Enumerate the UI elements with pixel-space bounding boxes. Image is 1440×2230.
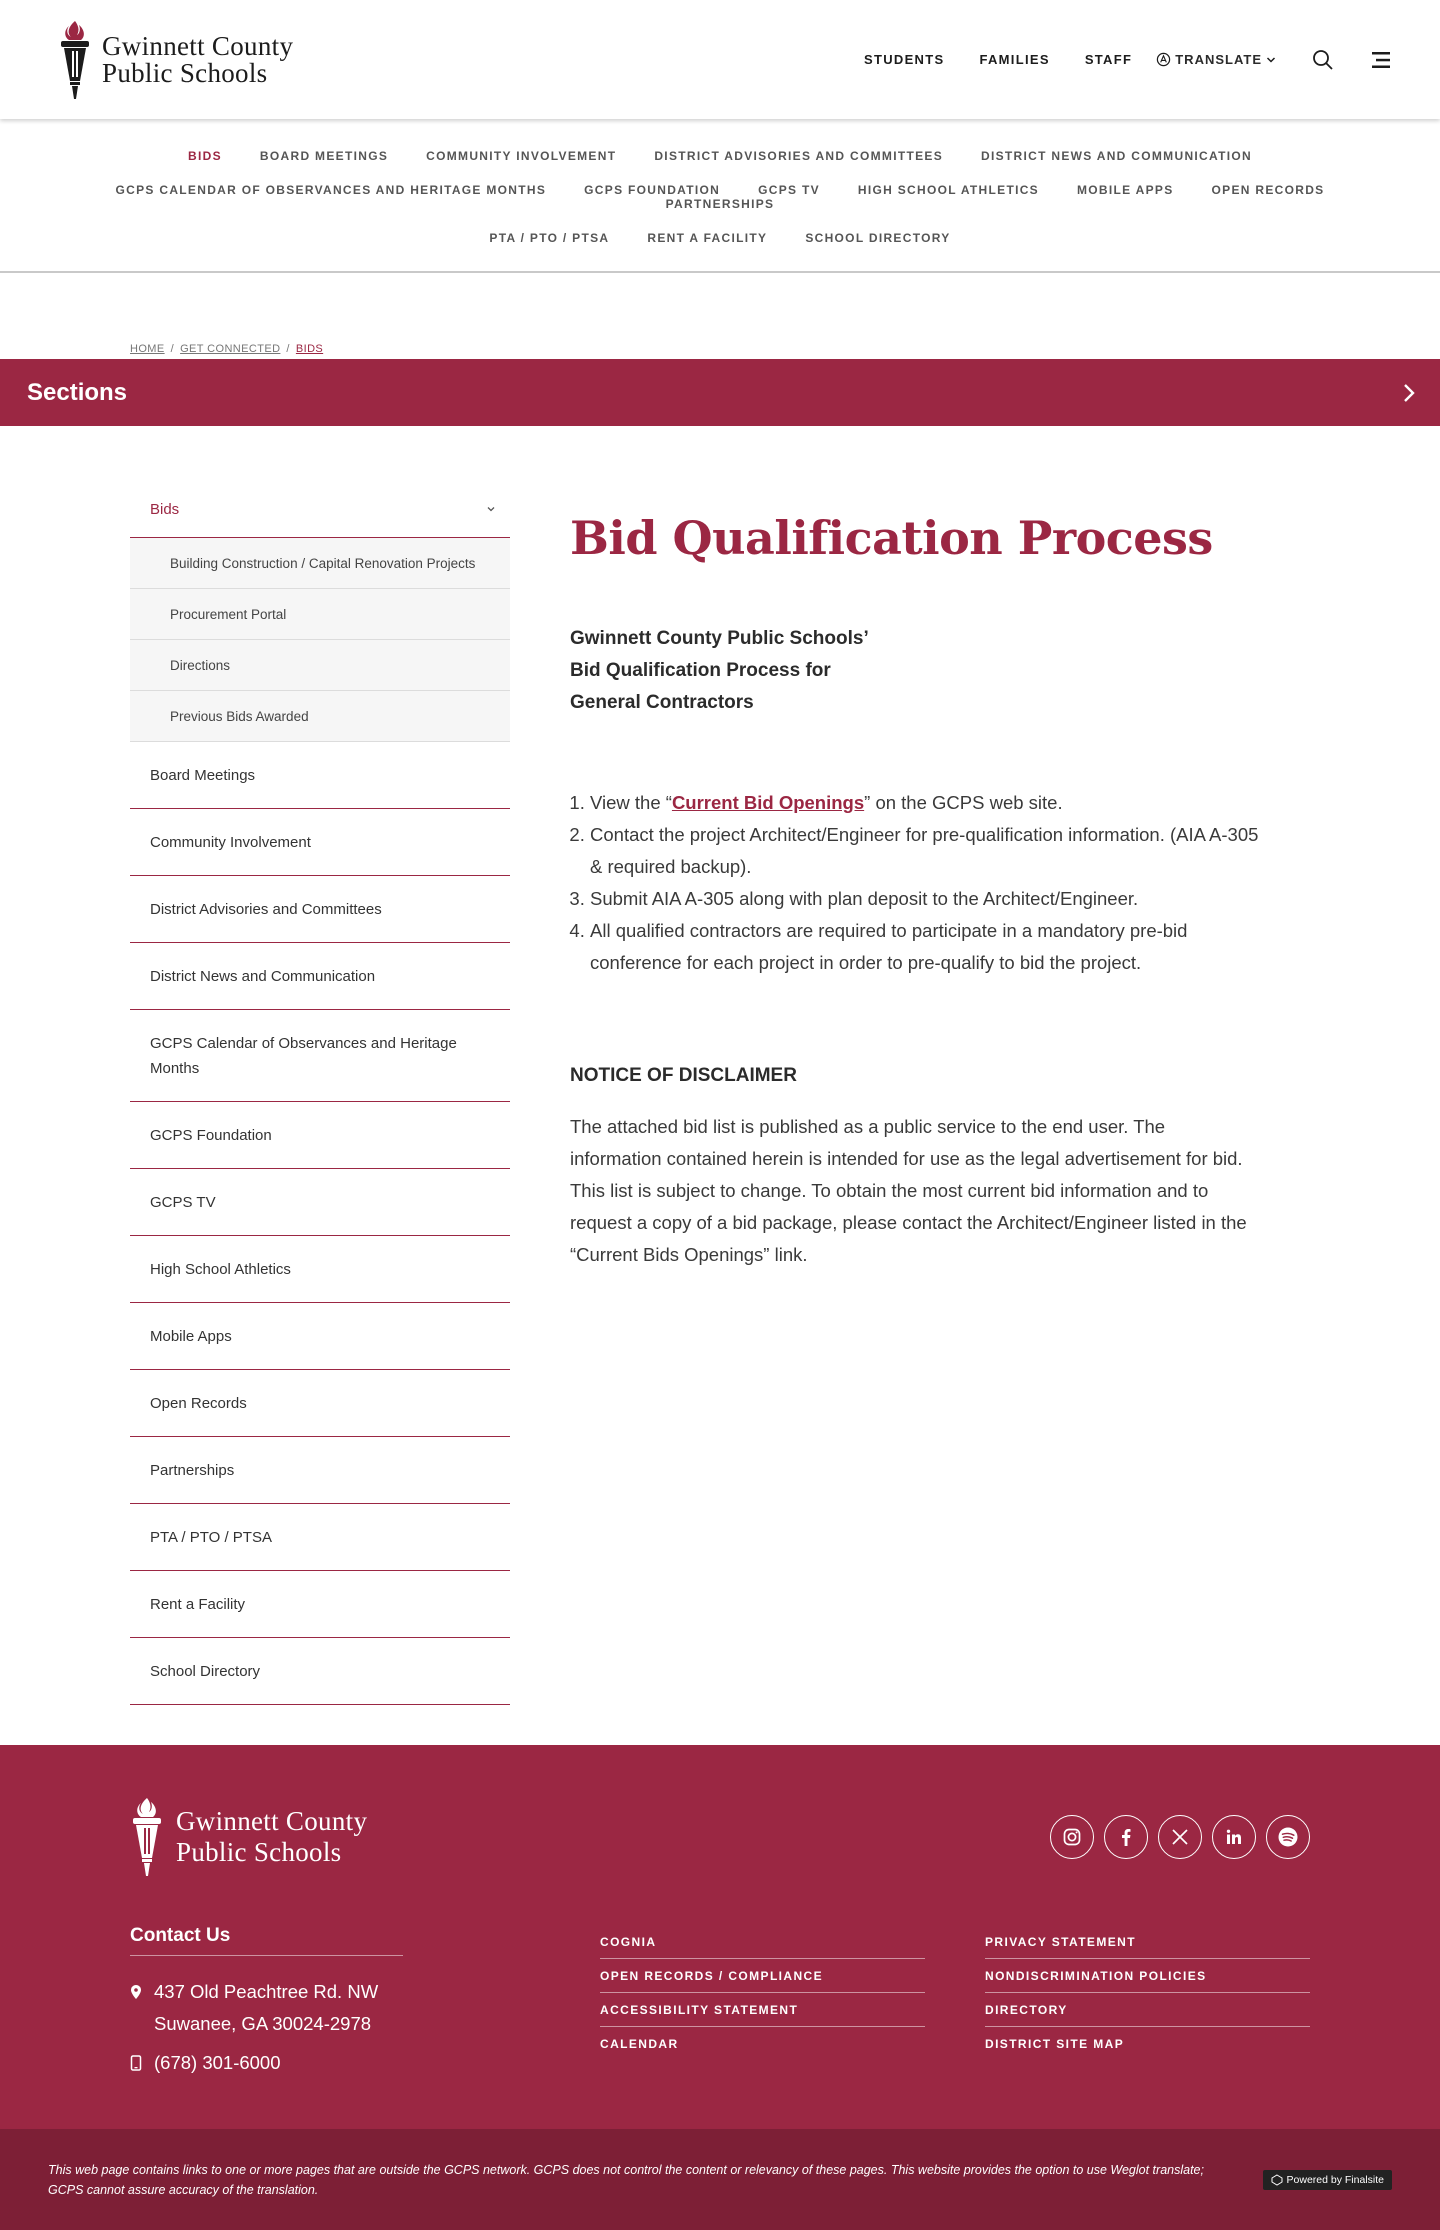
- facebook-link[interactable]: [1104, 1815, 1148, 1859]
- torch-icon: [58, 19, 92, 101]
- step-text: ” on the GCPS web site.: [864, 792, 1063, 813]
- sidebar-nav: [130, 481, 510, 1705]
- translate-label: TRANSLATE: [1175, 52, 1262, 67]
- sidebar-item-school-directory[interactable]: School Directory: [130, 1638, 510, 1705]
- footer-link-privacy[interactable]: PRIVACY STATEMENT: [985, 1925, 1310, 1959]
- subnav-community-involvement[interactable]: COMMUNITY INVOLVEMENT: [426, 149, 617, 163]
- address-line: 437 Old Peachtree Rd. NW: [154, 1981, 379, 2002]
- page-title: Bid Qualification Process: [570, 511, 1213, 565]
- legal-text: This web page contains links to one or more pages that are outside the GCPS network. GCPS does not control the content or relevancy of these pages. This website provides the option to use Weglot translate; GCPS cannot assure accuracy of the translation.: [48, 2162, 1204, 2197]
- sidebar-current-label: Bids: [150, 500, 180, 518]
- breadcrumb-home[interactable]: HOME: [130, 343, 165, 355]
- facebook-icon: [1116, 1827, 1136, 1847]
- step-text: View the “: [590, 792, 672, 813]
- sidebar-subitem-directions[interactable]: Directions: [130, 640, 510, 691]
- breadcrumb-current[interactable]: BIDS: [295, 343, 324, 355]
- sidebar-subitem-building-construction[interactable]: Building Construction / Capital Renovation Projects: [130, 538, 510, 589]
- instagram-icon: [1062, 1827, 1082, 1847]
- sidebar-item-gcps-foundation[interactable]: GCPS Foundation: [130, 1102, 510, 1169]
- menu-button[interactable]: [1370, 49, 1392, 71]
- social-links: [1050, 1815, 1310, 1859]
- steps-list: [570, 787, 1270, 979]
- map-pin-icon: [130, 1984, 142, 2000]
- address-lines: [154, 1976, 378, 2040]
- section-subnav: [0, 119, 1440, 273]
- chevron-down-icon: [1266, 55, 1276, 65]
- footer-links-col1: [600, 1925, 925, 2074]
- translate-icon: [1156, 52, 1171, 67]
- sidebar-item-mobile-apps[interactable]: Mobile Apps: [130, 1303, 510, 1370]
- footer-logo-line2: Public Schools: [176, 1837, 342, 1867]
- search-icon: [1312, 49, 1334, 71]
- subnav-row: [40, 231, 1400, 245]
- contact-us: [130, 1925, 403, 2074]
- intro-heading: [570, 623, 1270, 719]
- footer-link-calendar[interactable]: CALENDAR: [600, 2037, 679, 2051]
- phone-icon: [130, 2055, 142, 2071]
- subnav-row: [40, 183, 1400, 211]
- breadcrumb-separator: /: [170, 343, 175, 355]
- phone-link[interactable]: [130, 2052, 403, 2074]
- subnav-open-records[interactable]: OPEN RECORDS: [1211, 183, 1325, 197]
- linkedin-icon: [1225, 1828, 1243, 1846]
- current-bid-openings-link[interactable]: Current Bid Openings: [671, 792, 865, 813]
- footer-logo-line1: Gwinnett County: [176, 1806, 368, 1836]
- footer-link-directory[interactable]: DIRECTORY: [985, 1993, 1310, 2027]
- step-item: [590, 787, 1270, 819]
- subnav-school-directory[interactable]: SCHOOL DIRECTORY: [805, 231, 951, 245]
- sidebar-item-gcps-tv[interactable]: GCPS TV: [130, 1169, 510, 1236]
- torch-icon: [130, 1789, 164, 1885]
- powered-label: Powered by Finalsite: [1286, 2173, 1384, 2186]
- footer-logo-text: [176, 1806, 367, 1868]
- top-nav: [829, 49, 1392, 71]
- sections-title: Sections: [27, 378, 128, 406]
- site-logo[interactable]: [58, 19, 293, 101]
- logo-line2: Public Schools: [102, 57, 268, 88]
- disclaimer-text: The attached bid list is published as a public service to the end user. The information contained herein is intended for use as the legal advertisement for bid. This list is subject to change. To obtain the most current bid information and to request a copy of a bid package, please contact the Architect/Engineer listed in the “Current Bids Openings” link.: [570, 1116, 1247, 1265]
- subnav-partnerships[interactable]: PARTNERSHIPS: [665, 197, 775, 211]
- step-item: 2. Contact the project Architect/Engineer for pre-qualification information. (AIA A-305 & required backup).: [590, 819, 1270, 883]
- footer-link-nondiscrimination[interactable]: NONDISCRIMINATION POLICIES: [985, 1959, 1310, 1993]
- finalsite-icon: [1271, 2174, 1283, 2186]
- footer-columns: [130, 1925, 1310, 2074]
- breadcrumb: [0, 273, 1440, 359]
- sidebar-item-district-news[interactable]: District News and Communication: [130, 943, 510, 1010]
- x-twitter-link[interactable]: [1158, 1815, 1202, 1859]
- subnav-gcps-tv[interactable]: GCPS TV: [758, 183, 820, 197]
- x-icon: [1171, 1828, 1189, 1846]
- disclaimer-heading: NOTICE OF DISCLAIMER: [570, 1065, 797, 1086]
- footer-links-col2: [985, 1925, 1310, 2074]
- subnav-row: [40, 149, 1400, 163]
- footer-logo[interactable]: [130, 1789, 367, 1885]
- subnav-district-advisories[interactable]: DISTRICT ADVISORIES AND COMMITTEES: [654, 149, 943, 163]
- legal-bar: [0, 2129, 1440, 2230]
- step-item: 4. All qualified contractors are required to participate in a mandatory pre-bid conference for each project in order to pre-qualify to bid the project.: [590, 915, 1270, 979]
- article: [570, 481, 1270, 1705]
- sidebar-item-community-involvement[interactable]: Community Involvement: [130, 809, 510, 876]
- footer-link-site-map[interactable]: DISTRICT SITE MAP: [985, 2037, 1125, 2051]
- linkedin-link[interactable]: [1212, 1815, 1256, 1859]
- sidebar-item-district-advisories[interactable]: District Advisories and Committees: [130, 876, 510, 943]
- instagram-link[interactable]: [1050, 1815, 1094, 1859]
- sidebar-item-board-meetings[interactable]: Board Meetings: [130, 742, 510, 809]
- sidebar-item-bids[interactable]: [130, 481, 510, 538]
- subnav-pta[interactable]: PTA / PTO / PTSA: [489, 231, 610, 245]
- translate-dropdown[interactable]: [1156, 52, 1276, 67]
- sidebar-item-calendar-observances[interactable]: GCPS Calendar of Observances and Heritage Months: [130, 1010, 510, 1102]
- footer-link-open-records[interactable]: OPEN RECORDS / COMPLIANCE: [600, 1959, 925, 1993]
- powered-by-finalsite[interactable]: [1263, 2170, 1392, 2190]
- address-line: Suwanee, GA 30024-2978: [154, 2013, 372, 2034]
- breadcrumb-separator: /: [286, 343, 290, 355]
- logo-line1: Gwinnett County: [102, 30, 294, 61]
- subnav-calendar-observances[interactable]: GCPS CALENDAR OF OBSERVANCES AND HERITAGE MONTHS: [115, 183, 547, 197]
- sidebar-item-open-records[interactable]: Open Records: [130, 1370, 510, 1437]
- nav-students[interactable]: STUDENTS: [863, 52, 945, 67]
- spotify-link[interactable]: [1266, 1815, 1310, 1859]
- site-footer: [0, 1745, 1440, 2129]
- footer-link-accessibility[interactable]: ACCESSIBILITY STATEMENT: [600, 1993, 925, 2027]
- footer-link-cognia[interactable]: COGNIA: [600, 1925, 925, 1959]
- search-button[interactable]: [1312, 49, 1334, 71]
- site-header: [0, 0, 1440, 119]
- chevron-right-icon: [1400, 383, 1418, 403]
- sidebar-item-pta[interactable]: PTA / PTO / PTSA: [130, 1504, 510, 1571]
- sidebar-subitem-procurement-portal[interactable]: Procurement Portal: [130, 589, 510, 640]
- chevron-down-icon: [486, 504, 496, 514]
- nav-staff[interactable]: STAFF: [1084, 52, 1133, 67]
- subnav-gcps-foundation[interactable]: GCPS FOUNDATION: [584, 183, 721, 197]
- contact-title: Contact Us: [130, 1925, 403, 1956]
- spotify-icon: [1277, 1826, 1299, 1848]
- subnav-high-school-athletics[interactable]: HIGH SCHOOL ATHLETICS: [857, 183, 1039, 197]
- subnav-mobile-apps[interactable]: MOBILE APPS: [1077, 183, 1174, 197]
- subnav-rent-facility[interactable]: RENT A FACILITY: [647, 231, 768, 245]
- nav-families[interactable]: FAMILIES: [979, 52, 1050, 67]
- breadcrumb-get-connected[interactable]: GET CONNECTED: [180, 343, 281, 355]
- address: [130, 1976, 403, 2040]
- sidebar-item-high-school-athletics[interactable]: High School Athletics: [130, 1236, 510, 1303]
- subnav-bids[interactable]: BIDS: [188, 149, 222, 163]
- sidebar-item-partnerships[interactable]: Partnerships: [130, 1437, 510, 1504]
- intro-line: Bid Qualification Process for: [570, 660, 831, 681]
- subnav-district-news[interactable]: DISTRICT NEWS AND COMMUNICATION: [981, 149, 1252, 163]
- phone-number: (678) 301-6000: [154, 2052, 281, 2073]
- subnav-board-meetings[interactable]: BOARD MEETINGS: [259, 149, 389, 163]
- intro-line: Gwinnett County Public Schools’: [570, 628, 869, 649]
- sections-bar[interactable]: [0, 359, 1440, 426]
- sidebar-subitem-previous-bids[interactable]: Previous Bids Awarded: [130, 691, 510, 742]
- hamburger-icon: [1370, 49, 1392, 71]
- main-content-area: [0, 426, 1440, 1745]
- intro-line: General Contractors: [570, 692, 754, 713]
- footer-top: [130, 1789, 1310, 1885]
- logo-text: [102, 30, 294, 88]
- step-item: 3. Submit AIA A-305 along with plan deposit to the Architect/Engineer.: [590, 883, 1270, 915]
- sidebar-item-rent-facility[interactable]: Rent a Facility: [130, 1571, 510, 1638]
